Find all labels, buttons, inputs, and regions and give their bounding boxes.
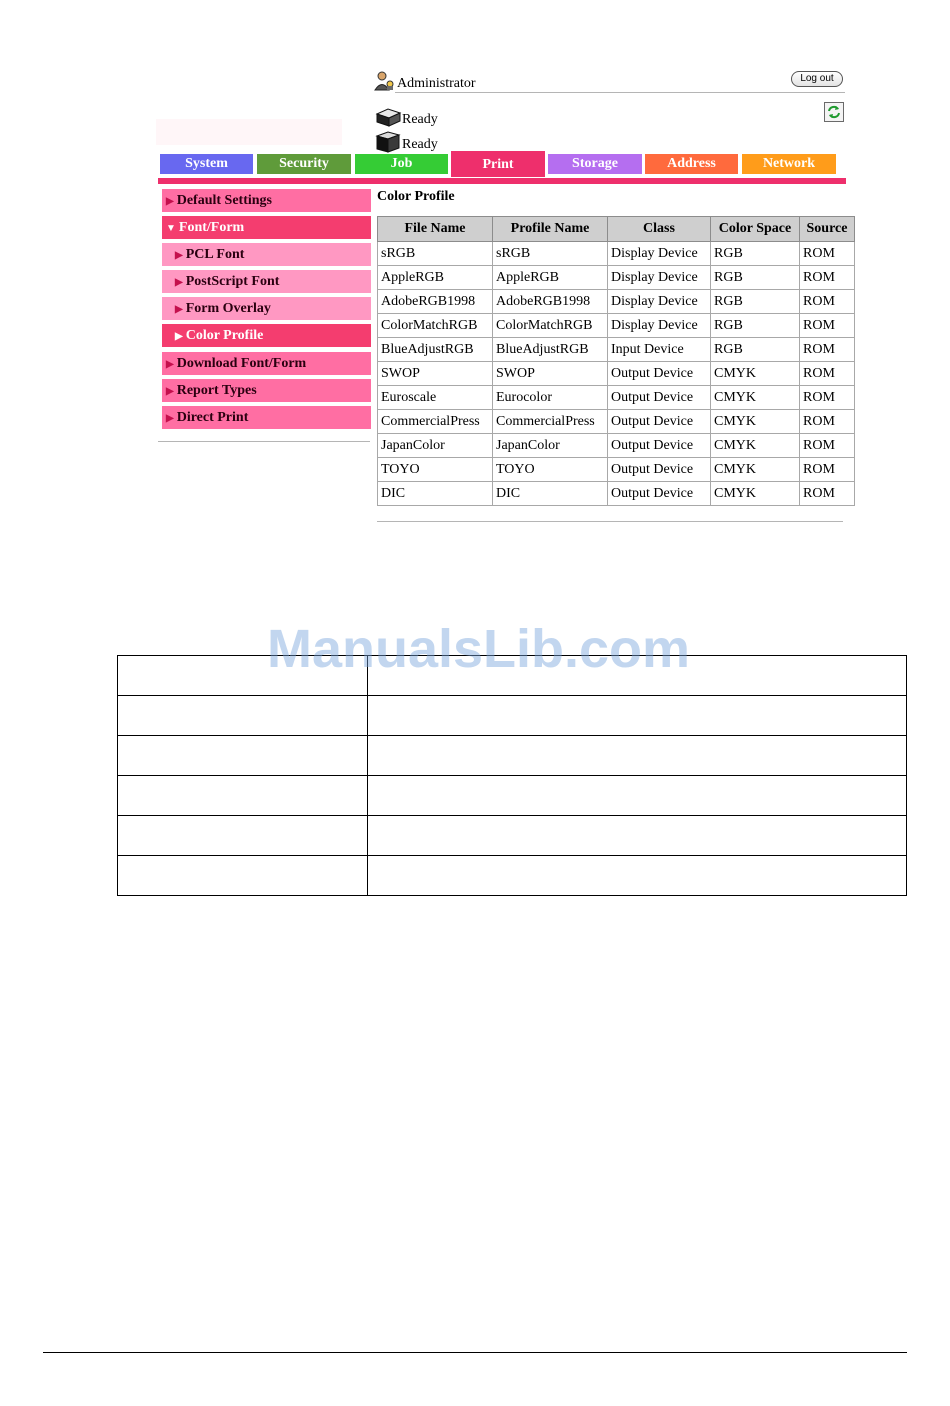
- cell-file-name: ColorMatchRGB: [378, 314, 493, 338]
- table-row: [118, 696, 907, 736]
- cell-class: Output Device: [608, 410, 711, 434]
- cell-color-space: CMYK: [711, 434, 800, 458]
- right-arrow-icon: ▶: [175, 277, 183, 288]
- cell-profile-name: AppleRGB: [493, 266, 608, 290]
- cell-file-name: TOYO: [378, 458, 493, 482]
- sidebar-item-label: Report Types: [176, 383, 257, 398]
- cell-class: Output Device: [608, 482, 711, 506]
- right-arrow-icon: ▶: [175, 331, 183, 342]
- right-arrow-icon: ▶: [166, 359, 174, 370]
- table-row: [378, 266, 855, 290]
- printer-icon: [374, 108, 402, 128]
- cell-file-name: Euroscale: [378, 386, 493, 410]
- cell-class: Output Device: [608, 362, 711, 386]
- cell-source: ROM: [800, 434, 855, 458]
- cell-source: ROM: [800, 290, 855, 314]
- main-tabs: [160, 154, 846, 176]
- cell-file-name: CommercialPress: [378, 410, 493, 434]
- cell-profile-name: CommercialPress: [493, 410, 608, 434]
- table-row: [118, 736, 907, 776]
- sidebar-item-label: Form Overlay: [185, 301, 271, 316]
- table-cell: [118, 856, 368, 896]
- cell-source: ROM: [800, 410, 855, 434]
- tab-job[interactable]: Job: [355, 154, 448, 174]
- cell-file-name: AppleRGB: [378, 266, 493, 290]
- table-cell: [368, 816, 907, 856]
- sidebar-item-pcl-font[interactable]: [162, 243, 371, 266]
- table-row: [378, 386, 855, 410]
- tab-address[interactable]: Address: [645, 154, 738, 174]
- table-cell: [368, 736, 907, 776]
- right-arrow-icon: ▶: [166, 413, 174, 424]
- user-indicator: [374, 68, 476, 92]
- sidebar-item-label: PostScript Font: [185, 274, 280, 289]
- table-cell: [118, 696, 368, 736]
- cell-color-space: RGB: [711, 338, 800, 362]
- cell-class: Display Device: [608, 290, 711, 314]
- table-row: [378, 434, 855, 458]
- right-arrow-icon: ▶: [175, 250, 183, 261]
- sidebar-item-download-font-form[interactable]: [162, 352, 371, 375]
- table-row: [378, 362, 855, 386]
- cell-file-name: AdobeRGB1998: [378, 290, 493, 314]
- sidebar-item-label: Color Profile: [185, 328, 264, 343]
- right-arrow-icon: ▶: [175, 304, 183, 315]
- cell-source: ROM: [800, 362, 855, 386]
- watermark: ManualsLib.com: [267, 619, 691, 679]
- table-cell: [368, 776, 907, 816]
- table-cell: [368, 696, 907, 736]
- cell-profile-name: JapanColor: [493, 434, 608, 458]
- column-header-profile-name: Profile Name: [493, 217, 608, 242]
- table-row: [118, 856, 907, 896]
- table-row: [378, 290, 855, 314]
- tab-print[interactable]: Print: [451, 151, 545, 177]
- table-row: [118, 776, 907, 816]
- cell-file-name: JapanColor: [378, 434, 493, 458]
- table-header-row: [378, 217, 855, 242]
- cell-profile-name: SWOP: [493, 362, 608, 386]
- scanner-status-label: Ready: [402, 137, 438, 152]
- logout-button[interactable]: Log out: [791, 71, 843, 87]
- sidebar-item-default-settings[interactable]: [162, 189, 371, 212]
- cell-source: ROM: [800, 458, 855, 482]
- refresh-button[interactable]: [824, 102, 844, 122]
- cell-profile-name: Eurocolor: [493, 386, 608, 410]
- cell-color-space: RGB: [711, 266, 800, 290]
- cell-source: ROM: [800, 482, 855, 506]
- printer-status-label: Ready: [402, 112, 438, 127]
- tab-security[interactable]: Security: [257, 154, 351, 174]
- column-header-source: Source: [800, 217, 855, 242]
- down-arrow-icon: ▼: [166, 223, 176, 234]
- table-row: [378, 314, 855, 338]
- content-divider: [377, 521, 843, 522]
- cell-class: Output Device: [608, 458, 711, 482]
- column-header-color-space: Color Space: [711, 217, 800, 242]
- sidebar-item-form-overlay[interactable]: [162, 297, 371, 320]
- sidebar-item-font-form[interactable]: [162, 216, 371, 239]
- cell-color-space: RGB: [711, 314, 800, 338]
- scanner-icon: [374, 131, 402, 153]
- cell-profile-name: BlueAdjustRGB: [493, 338, 608, 362]
- tab-system[interactable]: System: [160, 154, 253, 174]
- table-cell: [118, 776, 368, 816]
- cell-profile-name: sRGB: [493, 242, 608, 266]
- column-header-class: Class: [608, 217, 711, 242]
- cell-source: ROM: [800, 314, 855, 338]
- logo-area: [156, 119, 342, 145]
- cell-profile-name: ColorMatchRGB: [493, 314, 608, 338]
- cell-file-name: BlueAdjustRGB: [378, 338, 493, 362]
- tab-network[interactable]: Network: [742, 154, 836, 174]
- sidebar-item-direct-print[interactable]: [162, 406, 371, 429]
- column-header-file-name: File Name: [378, 217, 493, 242]
- cell-color-space: CMYK: [711, 482, 800, 506]
- cell-color-space: RGB: [711, 242, 800, 266]
- cell-class: Display Device: [608, 242, 711, 266]
- cell-source: ROM: [800, 242, 855, 266]
- sidebar-item-report-types[interactable]: [162, 379, 371, 402]
- cell-class: Output Device: [608, 434, 711, 458]
- cell-profile-name: DIC: [493, 482, 608, 506]
- right-arrow-icon: ▶: [166, 196, 174, 207]
- administrator-icon: [374, 70, 396, 92]
- color-profile-table: [377, 216, 855, 506]
- table-row: [378, 482, 855, 506]
- table-cell: [118, 816, 368, 856]
- cell-source: ROM: [800, 338, 855, 362]
- tab-storage[interactable]: Storage: [548, 154, 642, 174]
- cell-profile-name: AdobeRGB1998: [493, 290, 608, 314]
- cell-class: Display Device: [608, 314, 711, 338]
- table-cell: [118, 736, 368, 776]
- cell-color-space: CMYK: [711, 386, 800, 410]
- table-row: [378, 242, 855, 266]
- sidebar-item-label: Direct Print: [176, 410, 249, 425]
- footer-rule: [43, 1352, 907, 1353]
- cell-class: Display Device: [608, 266, 711, 290]
- table-row: [378, 410, 855, 434]
- right-arrow-icon: ▶: [166, 386, 174, 397]
- header-divider: [395, 92, 845, 93]
- empty-description-table: [117, 655, 907, 896]
- cell-color-space: CMYK: [711, 458, 800, 482]
- cell-source: ROM: [800, 266, 855, 290]
- tabs-underline: [158, 178, 846, 184]
- sidebar-item-label: Download Font/Form: [176, 356, 307, 371]
- cell-profile-name: TOYO: [493, 458, 608, 482]
- cell-source: ROM: [800, 386, 855, 410]
- cell-file-name: sRGB: [378, 242, 493, 266]
- cell-class: Input Device: [608, 338, 711, 362]
- cell-file-name: SWOP: [378, 362, 493, 386]
- user-label: Administrator: [397, 76, 476, 91]
- sidebar-item-label: PCL Font: [185, 247, 245, 262]
- sidebar-item-postscript-font[interactable]: [162, 270, 371, 293]
- sidebar-item-label: Font/Form: [178, 220, 245, 235]
- sidebar-item-color-profile[interactable]: [162, 324, 371, 347]
- cell-color-space: CMYK: [711, 362, 800, 386]
- scanner-status: [374, 129, 438, 153]
- printer-status: [374, 104, 438, 128]
- cell-color-space: RGB: [711, 290, 800, 314]
- table-row: [378, 338, 855, 362]
- page-title: Color Profile: [377, 189, 455, 204]
- refresh-icon: [825, 103, 843, 121]
- sidebar-divider: [158, 441, 370, 442]
- cell-file-name: DIC: [378, 482, 493, 506]
- table-row: [118, 816, 907, 856]
- cell-color-space: CMYK: [711, 410, 800, 434]
- cell-class: Output Device: [608, 386, 711, 410]
- table-cell: [368, 856, 907, 896]
- sidebar-item-label: Default Settings: [176, 193, 272, 208]
- table-row: [378, 458, 855, 482]
